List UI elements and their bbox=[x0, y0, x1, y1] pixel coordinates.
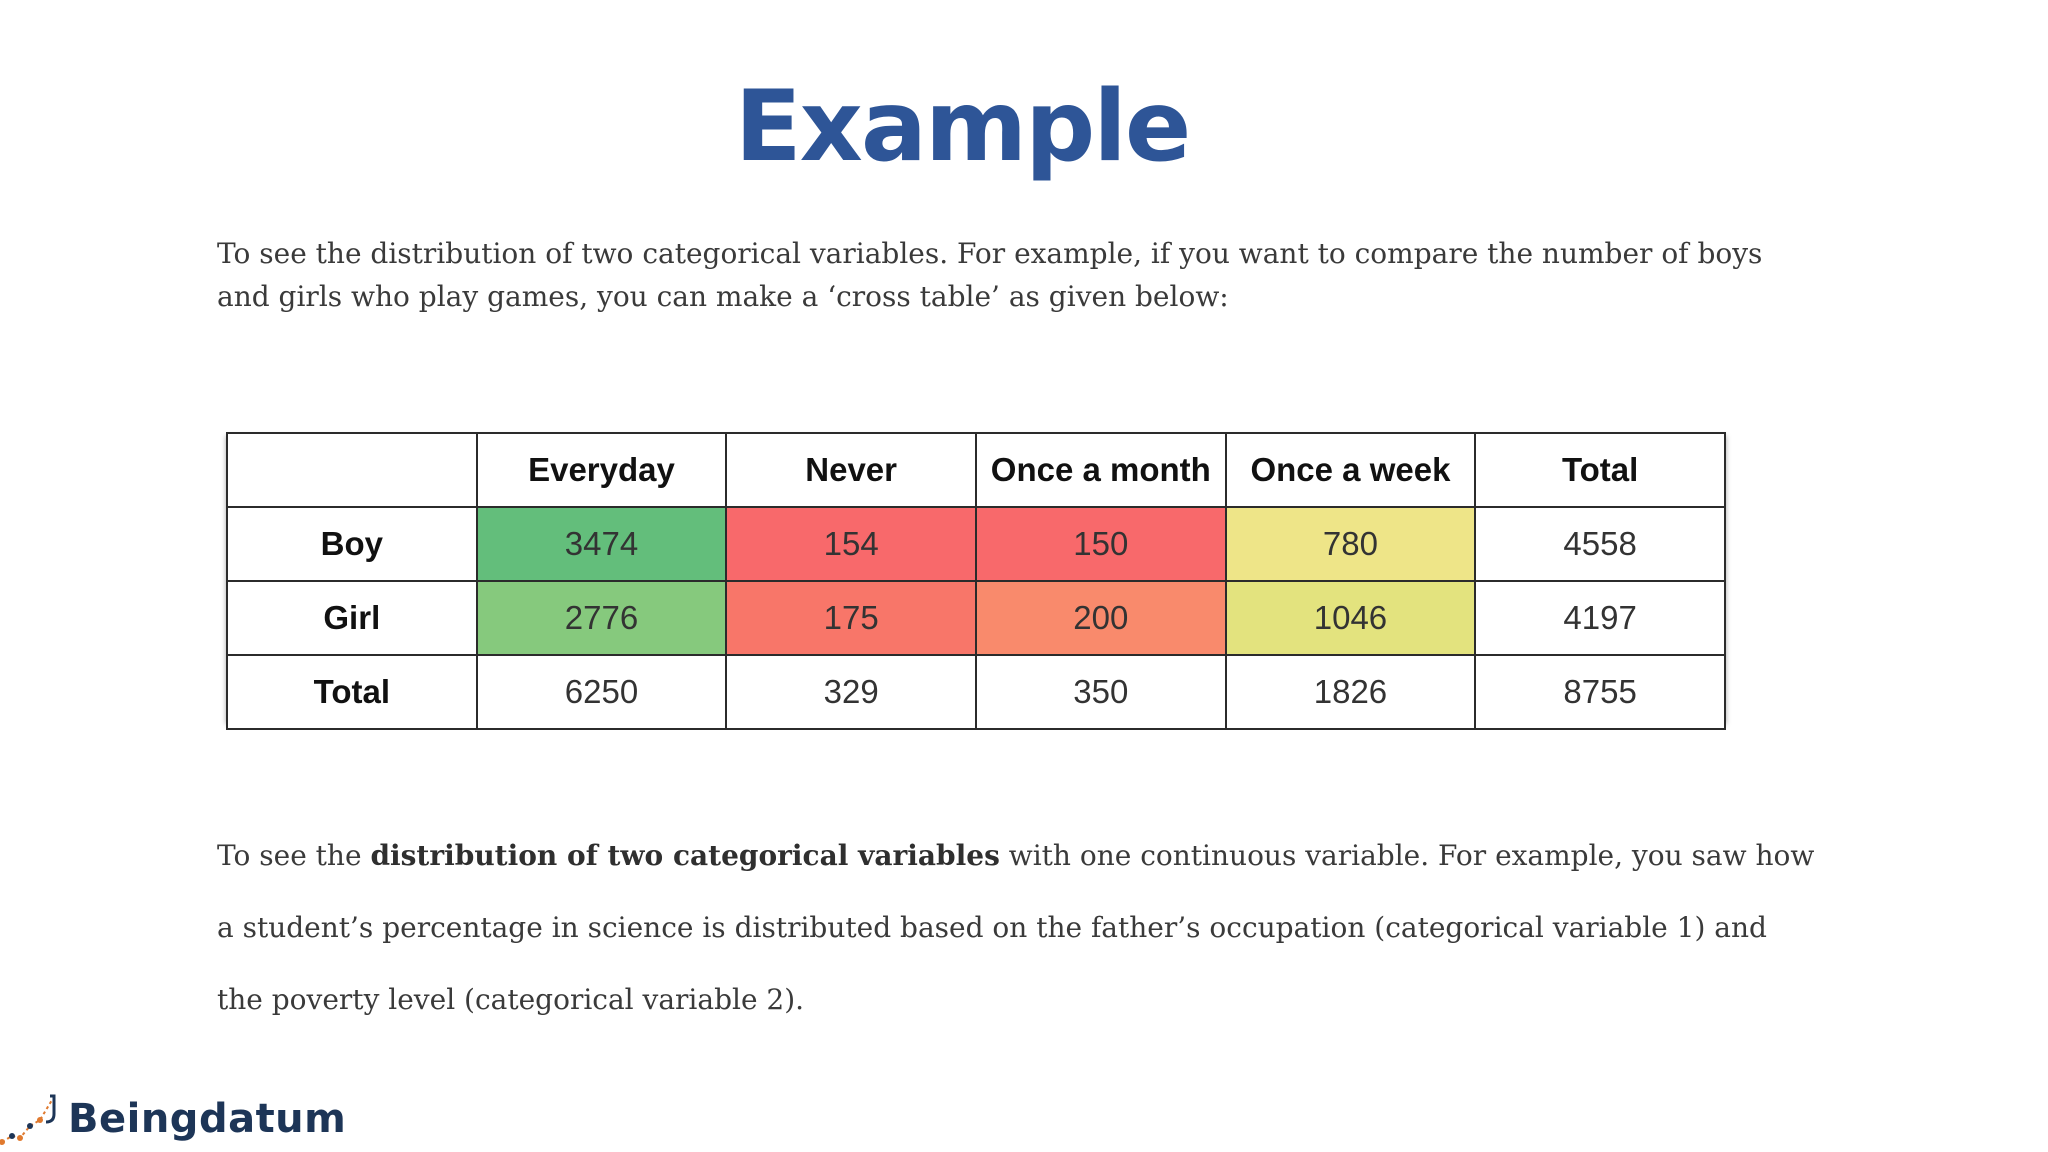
chart-dots-icon bbox=[0, 1092, 60, 1148]
table-cell: 1826 bbox=[1226, 655, 1476, 729]
column-header: Total bbox=[1475, 433, 1725, 507]
table-row bbox=[227, 581, 1725, 655]
column-header bbox=[227, 433, 477, 507]
column-header: Once a week bbox=[1226, 433, 1476, 507]
cross-table-container bbox=[226, 432, 1726, 720]
table-cell: 150 bbox=[976, 507, 1226, 581]
slide-title: Example bbox=[734, 70, 1190, 184]
table-cell: 1046 bbox=[1226, 581, 1476, 655]
table-cell: 4197 bbox=[1475, 581, 1725, 655]
table-header-row bbox=[227, 433, 1725, 507]
table-cell: 154 bbox=[726, 507, 976, 581]
cross-table bbox=[226, 432, 1726, 730]
table-cell: 3474 bbox=[477, 507, 727, 581]
table-cell: 175 bbox=[726, 581, 976, 655]
second-paragraph-prefix: To see the bbox=[217, 839, 371, 872]
second-paragraph bbox=[217, 820, 1817, 1036]
column-header: Everyday bbox=[477, 433, 727, 507]
table-cell: 6250 bbox=[477, 655, 727, 729]
table-cell: 780 bbox=[1226, 507, 1476, 581]
table-cell: 200 bbox=[976, 581, 1226, 655]
table-cell: 2776 bbox=[477, 581, 727, 655]
row-header: Total bbox=[227, 655, 477, 729]
table-cell: 329 bbox=[726, 655, 976, 729]
second-paragraph-bold: distribution of two categorical variables bbox=[370, 839, 1000, 872]
brand-logo bbox=[0, 1090, 347, 1150]
intro-paragraph: To see the distribution of two categorical variables. For example, if you want to compare the number of boys and girls who play games, you can make a ‘cross table’ as given below: bbox=[217, 237, 1763, 313]
brand-name: Beingdatum bbox=[68, 1096, 347, 1142]
table-cell: 350 bbox=[976, 655, 1226, 729]
table-cell: 4558 bbox=[1475, 507, 1725, 581]
row-header: Boy bbox=[227, 507, 477, 581]
second-paragraph-suffix: with one continuous variable. For example, you saw how a student’s percentage in science is distributed based on the father’s occupation (categorical variable 1) and the poverty level (categorical variable 2). bbox=[217, 839, 1815, 1016]
row-header: Girl bbox=[227, 581, 477, 655]
table-row bbox=[227, 507, 1725, 581]
table-cell: 8755 bbox=[1475, 655, 1725, 729]
column-header: Never bbox=[726, 433, 976, 507]
table-row bbox=[227, 655, 1725, 729]
column-header: Once a month bbox=[976, 433, 1226, 507]
